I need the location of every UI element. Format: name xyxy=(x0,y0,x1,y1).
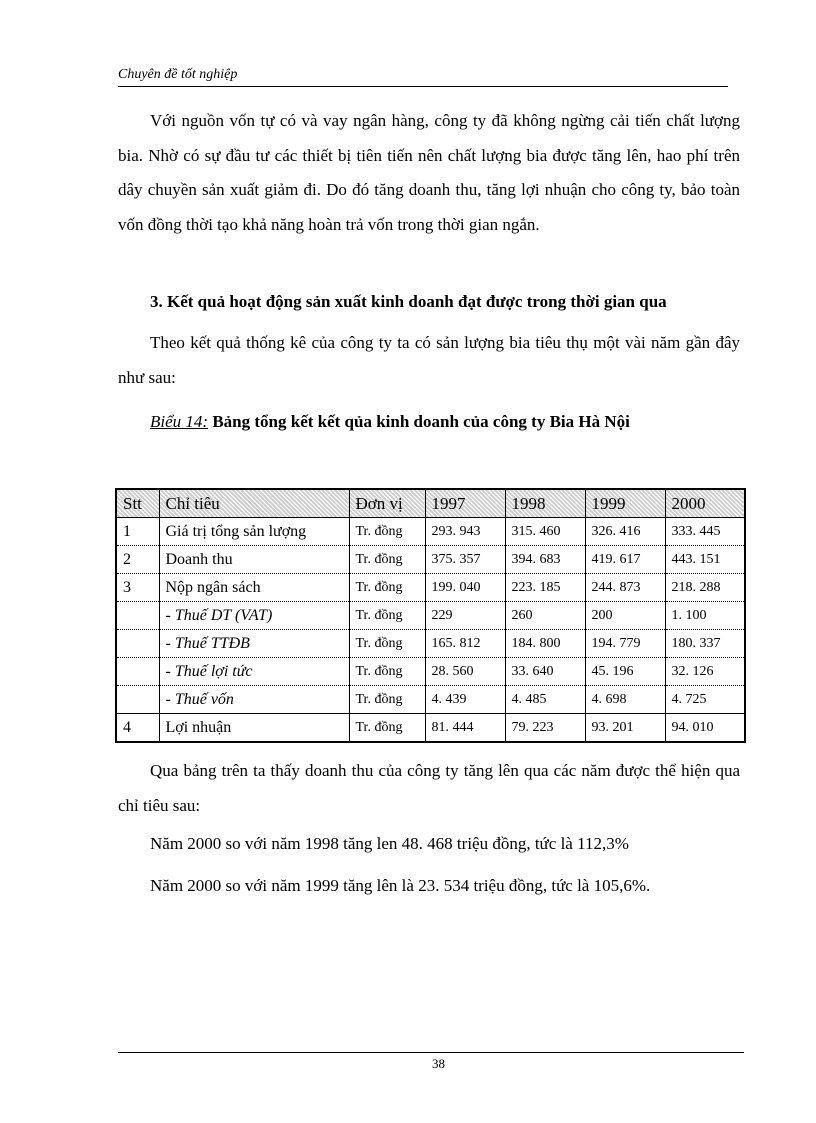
header-unit: Đơn vị xyxy=(349,489,425,518)
cell-value: 93. 201 xyxy=(585,714,665,743)
table-row xyxy=(116,602,745,630)
cell-value: 244. 873 xyxy=(585,574,665,602)
cell-value: 4. 439 xyxy=(425,686,505,714)
cell-indicator-text: - Thuế vốn xyxy=(165,690,234,708)
cell-stt xyxy=(116,686,159,714)
cell-value: 33. 640 xyxy=(505,658,585,686)
cell-value: 94. 010 xyxy=(665,714,745,743)
cell-unit: Tr. đồng xyxy=(349,714,425,743)
cell-unit: Tr. đồng xyxy=(349,518,425,546)
cell-indicator xyxy=(159,630,349,658)
cell-indicator: Doanh thu xyxy=(159,546,349,574)
cell-stt: 2 xyxy=(116,546,159,574)
cell-indicator xyxy=(159,602,349,630)
cell-value: 4. 698 xyxy=(585,686,665,714)
cell-value: 260 xyxy=(505,602,585,630)
table-row xyxy=(116,714,745,743)
cell-stt xyxy=(116,658,159,686)
cell-value: 180. 337 xyxy=(665,630,745,658)
cell-indicator-text: - Thuế TTĐB xyxy=(165,634,250,652)
cell-value: 199. 040 xyxy=(425,574,505,602)
cell-value: 419. 617 xyxy=(585,546,665,574)
comparison-1998: Năm 2000 so với năm 1998 tăng len 48. 468 triệu đồng, tức là 112,3% xyxy=(150,834,629,853)
cell-value: 184. 800 xyxy=(505,630,585,658)
header-1997: 1997 xyxy=(425,489,505,518)
cell-unit: Tr. đồng xyxy=(349,574,425,602)
cell-value: 223. 185 xyxy=(505,574,585,602)
paragraph-statistics: Theo kết quả thống kê của công ty ta có sản lượng bia tiêu thụ một vài năm gần đây như sau: xyxy=(118,333,740,387)
cell-stt: 4 xyxy=(116,714,159,743)
header-stt: Stt xyxy=(116,489,159,518)
caption-label: Biểu 14: xyxy=(150,412,209,431)
cell-value: 4. 485 xyxy=(505,686,585,714)
cell-unit: Tr. đồng xyxy=(349,658,425,686)
page-number: 38 xyxy=(432,1056,445,1071)
cell-value: 443. 151 xyxy=(665,546,745,574)
cell-stt xyxy=(116,630,159,658)
cell-unit: Tr. đồng xyxy=(349,602,425,630)
cell-value: 32. 126 xyxy=(665,658,745,686)
cell-value: 394. 683 xyxy=(505,546,585,574)
header-1999: 1999 xyxy=(585,489,665,518)
cell-value: 194. 779 xyxy=(585,630,665,658)
cell-stt: 3 xyxy=(116,574,159,602)
cell-value: 4. 725 xyxy=(665,686,745,714)
cell-stt: 1 xyxy=(116,518,159,546)
cell-value: 293. 943 xyxy=(425,518,505,546)
table-header-row xyxy=(116,489,745,518)
cell-value: 218. 288 xyxy=(665,574,745,602)
cell-unit: Tr. đồng xyxy=(349,630,425,658)
cell-value: 375. 357 xyxy=(425,546,505,574)
cell-value: 79. 223 xyxy=(505,714,585,743)
table-row xyxy=(116,574,745,602)
cell-value: 45. 196 xyxy=(585,658,665,686)
cell-indicator-text: - Thuế lợi tức xyxy=(165,662,253,680)
cell-indicator: Giá trị tổng sản lượng xyxy=(159,518,349,546)
header-2000: 2000 xyxy=(665,489,745,518)
cell-value: 28. 560 xyxy=(425,658,505,686)
table-row xyxy=(116,546,745,574)
cell-value: 315. 460 xyxy=(505,518,585,546)
table-row xyxy=(116,686,745,714)
cell-value: 326. 416 xyxy=(585,518,665,546)
table-row xyxy=(116,630,745,658)
page-header: Chuyên đề tốt nghiệp xyxy=(118,66,728,87)
cell-stt xyxy=(116,602,159,630)
section-heading: 3. Kết quả hoạt động sản xuất kinh doanh đạt được trong thời gian qua xyxy=(150,292,667,311)
paragraph-analysis: Qua bảng trên ta thấy doanh thu của công ty tăng lên qua các năm được thể hiện qua chỉ tiêu sau: xyxy=(118,761,740,815)
cell-indicator-text: - Thuế DT (VAT) xyxy=(165,606,273,624)
table-row xyxy=(116,518,745,546)
cell-value: 229 xyxy=(425,602,505,630)
business-results-table xyxy=(115,488,746,743)
header-1998: 1998 xyxy=(505,489,585,518)
header-indicator: Chỉ tiêu xyxy=(159,489,349,518)
cell-value: 81. 444 xyxy=(425,714,505,743)
cell-value: 1. 100 xyxy=(665,602,745,630)
table-caption xyxy=(150,410,630,434)
paragraph-intro: Với nguồn vốn tự có và vay ngân hàng, công ty đã không ngừng cải tiến chất lượng bia. Nhờ có sự đầu tư các thiết bị tiên tiến nên chất lượng bia được tăng lên, hao phí trên dây chuyền sản xuất giảm đi. Do đó tăng doanh thu, tăng lợi nhuận cho công ty, bảo toàn vốn đồng thời tạo khả năng hoàn trả vốn trong thời gian ngắn. xyxy=(118,111,740,234)
cell-unit: Tr. đồng xyxy=(349,686,425,714)
cell-value: 165. 812 xyxy=(425,630,505,658)
cell-value: 200 xyxy=(585,602,665,630)
footer-divider xyxy=(118,1052,744,1053)
cell-indicator: Nộp ngân sách xyxy=(159,574,349,602)
cell-value: 333. 445 xyxy=(665,518,745,546)
cell-indicator xyxy=(159,686,349,714)
cell-indicator: Lợi nhuận xyxy=(159,714,349,743)
caption-title: Bảng tổng kết kết qủa kinh doanh của công ty Bia Hà Nội xyxy=(208,412,630,431)
cell-indicator xyxy=(159,658,349,686)
comparison-1999: Năm 2000 so với năm 1999 tăng lên là 23. 534 triệu đồng, tức là 105,6%. xyxy=(150,876,651,895)
cell-unit: Tr. đồng xyxy=(349,546,425,574)
table-row xyxy=(116,658,745,686)
